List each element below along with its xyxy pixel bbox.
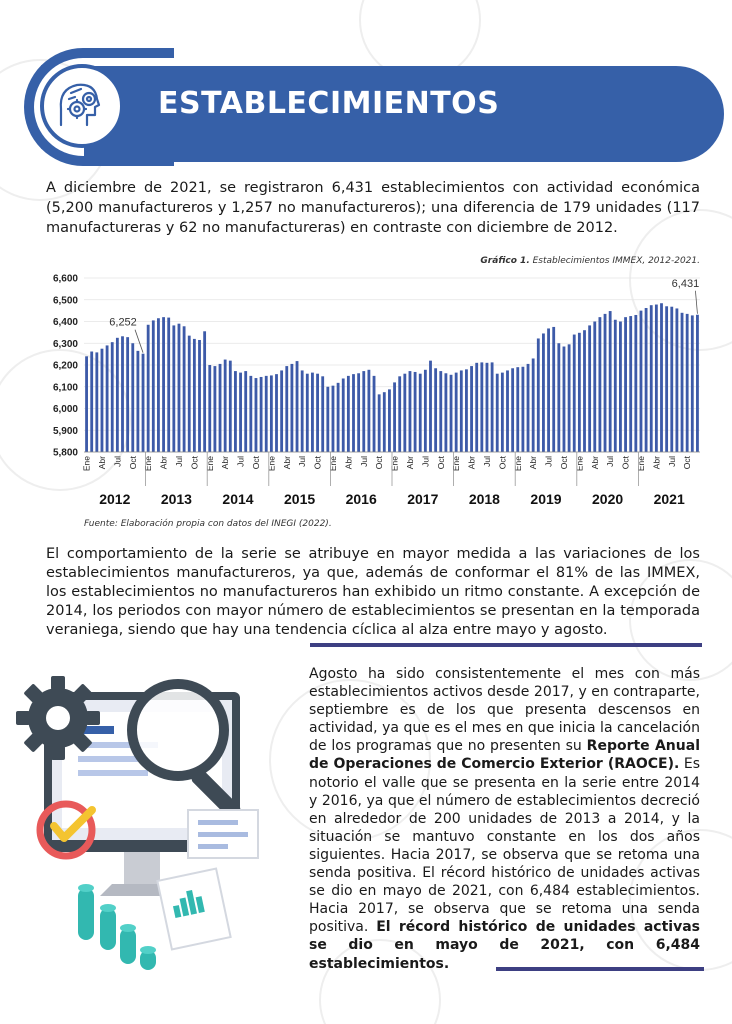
bar [670, 307, 673, 452]
bar [373, 376, 376, 452]
bar [486, 363, 489, 452]
bar [557, 343, 560, 452]
bar [126, 337, 129, 452]
bar [496, 374, 499, 452]
bar [475, 363, 478, 452]
page-header [24, 48, 704, 166]
bar [347, 376, 350, 452]
year-label: 2013 [160, 491, 192, 507]
bar [249, 376, 252, 452]
bar [491, 362, 494, 452]
analytics-illustration [0, 660, 300, 980]
bar [465, 369, 468, 452]
bar [321, 376, 324, 452]
bar [178, 324, 181, 452]
x-tick-label: Oct [127, 456, 138, 470]
x-tick-label: Ene [512, 456, 523, 472]
bar [290, 364, 293, 452]
x-tick-label: Abr [96, 456, 107, 470]
x-tick-label: Jul [666, 456, 677, 467]
y-tick-label: 6,200 [52, 360, 78, 372]
bar [634, 315, 637, 452]
data-label: 6,252 [109, 316, 137, 329]
bar [111, 342, 114, 452]
bar [588, 325, 591, 452]
bar [352, 374, 355, 452]
bar [147, 325, 150, 452]
bar [188, 336, 191, 452]
bar [332, 386, 335, 452]
bar [193, 339, 196, 452]
bar [229, 361, 232, 452]
bar [234, 371, 237, 452]
x-tick-label: Jul [420, 456, 431, 467]
bar [537, 338, 540, 452]
x-tick-label: Abr [220, 456, 231, 470]
bar [681, 313, 684, 452]
establishments-chart [30, 268, 710, 518]
x-tick-label: Jul [481, 456, 492, 467]
x-tick-label: Ene [389, 456, 400, 472]
chart-svg [30, 268, 710, 518]
y-tick-label: 6,600 [52, 273, 78, 285]
x-tick-label: Jul [297, 456, 308, 467]
bar [285, 366, 288, 452]
bar [686, 314, 689, 452]
x-tick-label: Jul [235, 456, 246, 467]
y-tick-label: 6,400 [52, 317, 78, 328]
bar [629, 316, 632, 452]
detail-part1: Agosto ha sido consistentemente el mes con más establecimientos activos desde 2017, y en contraparte, septiembre es de los que presenta descensos en actividad, ya que es el mes en que inicia la cancelación de los programas que no presenten su [309, 666, 700, 755]
bar [306, 374, 309, 452]
bar [573, 335, 576, 452]
bar [95, 352, 98, 452]
bar [532, 358, 535, 452]
bar [547, 328, 550, 452]
x-tick-label: Jul [543, 456, 554, 467]
analysis-paragraph: El comportamiento de la serie se atribuye en mayor medida a las variaciones de los establecimientos manufactureros, ya que, además de conformar el 81% de las IMMEX, los establecimientos no manufactureros han exhibido un ritmo constante. A excepción de 2014, los periodos con mayor número de establecimientos se presentan en la temporada veraniega, siendo que hay una tendencia cíclica al alza entre mayo y agosto. [46, 546, 700, 638]
x-tick-label: Jul [112, 456, 123, 467]
x-tick-label: Oct [435, 456, 446, 470]
data-label: 6,431 [671, 277, 700, 290]
chart-source: Fuente: Elaboración propia con datos del INEGI (2022). [84, 519, 332, 529]
x-tick-label: Oct [312, 456, 323, 470]
bar [439, 371, 442, 452]
bar [604, 314, 607, 452]
bar [655, 305, 658, 452]
bar [501, 373, 504, 452]
bar [172, 325, 175, 452]
x-tick-label: Abr [651, 456, 662, 470]
bar [624, 317, 627, 452]
x-tick-label: Ene [204, 456, 215, 472]
robot-head-gears-icon [51, 75, 113, 137]
y-tick-label: 6,500 [52, 295, 78, 307]
header-icon-circle [40, 64, 124, 148]
bar [444, 373, 447, 452]
bar [398, 376, 401, 452]
year-label: 2018 [468, 491, 500, 507]
x-tick-label: Oct [497, 456, 508, 470]
x-tick-label: Ene [143, 456, 154, 472]
bar [542, 333, 545, 452]
bar [455, 373, 458, 452]
bar [219, 364, 222, 452]
bar [275, 374, 278, 452]
bar [342, 378, 345, 452]
bar [419, 374, 422, 452]
chart-caption-text: Establecimientos IMMEX, 2012-2021. [529, 256, 700, 266]
bar [460, 370, 463, 452]
x-tick-label: Ene [635, 456, 646, 472]
bar [326, 387, 329, 452]
bar [552, 327, 555, 452]
x-tick-label: Abr [158, 456, 169, 470]
bar [280, 370, 283, 452]
bar [506, 370, 509, 452]
bar [224, 360, 227, 452]
detail-bold1: Reporte Anual de Operaciones de Comercio Exterior (RAOCE). [309, 738, 700, 773]
bar [337, 383, 340, 452]
y-tick-label: 5,800 [52, 447, 78, 459]
bar [157, 318, 160, 452]
detail-part2: Es notorio el valle que se presenta en la serie entre 2014 y 2016, ya que el número de establecimientos decreció en alrededor de 200 unidades de 2013 a 2014, y la situación se mantuvo constante en los dos años siguientes. Hacia 2017, se observa que se retoma una senda positiva. El récord histórico de unidades activas se dio en mayo de 2021, con 6,484 establecimientos. Hacia 2017, se observa que se retoma una senda positiva. [309, 756, 700, 936]
bar [593, 322, 596, 453]
x-tick-label: Oct [189, 456, 200, 470]
year-label: 2012 [99, 491, 131, 507]
annotation-leader [695, 291, 697, 314]
bar [162, 317, 165, 452]
x-tick-label: Abr [589, 456, 600, 470]
bar [101, 349, 104, 452]
x-tick-label: Oct [374, 456, 385, 470]
bar [198, 340, 201, 452]
divider-bottom [496, 967, 704, 971]
bar [106, 345, 109, 452]
bar [301, 370, 304, 452]
bar [383, 392, 386, 452]
year-label: 2015 [284, 491, 316, 507]
bar [85, 356, 88, 452]
bar [116, 338, 119, 452]
year-label: 2019 [530, 491, 562, 507]
bar [527, 364, 530, 452]
chart-caption [480, 256, 700, 266]
gear-icon [16, 676, 100, 760]
bar [424, 370, 427, 452]
bar [296, 361, 299, 452]
bar [136, 351, 139, 452]
bar [367, 370, 370, 452]
bar [660, 303, 663, 452]
x-tick-label: Ene [81, 456, 92, 472]
bar [578, 333, 581, 452]
bar [213, 366, 216, 452]
y-tick-label: 5,900 [52, 425, 78, 437]
bar [203, 331, 206, 452]
bar [470, 366, 473, 452]
bar [598, 317, 601, 452]
bar [270, 375, 273, 452]
bar [429, 361, 432, 452]
bar [142, 354, 145, 452]
x-tick-label: Oct [250, 456, 261, 470]
y-tick-label: 6,300 [52, 338, 78, 350]
x-tick-label: Jul [358, 456, 369, 467]
bar [183, 326, 186, 452]
bar-stack-icon [78, 884, 156, 970]
bar [619, 322, 622, 453]
year-label: 2014 [222, 491, 254, 507]
y-tick-label: 6,100 [52, 382, 78, 394]
x-tick-label: Oct [620, 456, 631, 470]
page-title: ESTABLECIMIENTOS [158, 86, 500, 121]
year-label: 2020 [592, 491, 624, 507]
x-tick-label: Oct [682, 456, 693, 470]
bar [480, 362, 483, 452]
bar [357, 373, 360, 452]
x-tick-label: Abr [281, 456, 292, 470]
x-tick-label: Oct [558, 456, 569, 470]
x-tick-label: Abr [404, 456, 415, 470]
x-tick-label: Abr [343, 456, 354, 470]
bar [311, 373, 314, 452]
bar [409, 371, 412, 452]
x-tick-label: Ene [266, 456, 277, 472]
bar [167, 318, 170, 452]
x-tick-label: Jul [605, 456, 616, 467]
bar [640, 311, 643, 452]
bar [691, 315, 694, 452]
bar [675, 308, 678, 452]
year-label: 2017 [407, 491, 439, 507]
bar [696, 315, 699, 452]
annotation-leader [135, 330, 143, 353]
divider-top [310, 643, 702, 647]
x-tick-label: Abr [528, 455, 539, 470]
x-tick-label: Ene [451, 456, 462, 472]
bar [645, 308, 648, 452]
bar [609, 311, 612, 452]
bar [583, 330, 586, 452]
bar [90, 352, 93, 452]
bar [563, 347, 566, 452]
bar [650, 305, 653, 452]
bar [403, 374, 406, 452]
bar [260, 377, 263, 452]
intro-paragraph: A diciembre de 2021, se registraron 6,431 establecimientos con actividad económica (5,200 manufactureros y 1,257 no manufactureros); una diferencia de 179 unidades (117 manufactureras y 62 no manufactureras) en contraste con diciembre de 2012. [46, 180, 700, 236]
bar [208, 365, 211, 452]
chart-caption-label: Gráfico 1. [480, 256, 530, 266]
year-label: 2021 [653, 491, 685, 507]
bar [450, 375, 453, 452]
bar [511, 368, 514, 452]
detail-paragraph [309, 665, 700, 973]
bar [121, 336, 124, 452]
bar [265, 376, 268, 452]
bar [414, 372, 417, 452]
bar [152, 320, 155, 452]
bar [255, 378, 258, 452]
bar [393, 382, 396, 452]
bar [239, 373, 242, 452]
bar [244, 371, 247, 452]
year-label: 2016 [345, 491, 377, 507]
bar [521, 367, 524, 452]
x-tick-label: Jul [173, 456, 184, 467]
x-tick-label: Ene [327, 456, 338, 472]
bar [378, 394, 381, 452]
y-tick-label: 6,000 [52, 404, 78, 415]
bar [362, 371, 365, 452]
bar [614, 320, 617, 452]
bar [388, 389, 391, 452]
detail-bold2: El récord histórico de unidades activas se dio en mayo de 2021, con 6,484 establecimientos. [309, 919, 701, 972]
bar [568, 344, 571, 452]
x-tick-label: Abr [466, 456, 477, 470]
bar [665, 306, 668, 452]
x-tick-label: Ene [574, 456, 585, 472]
bar [131, 343, 134, 452]
bar [316, 374, 319, 452]
bar [434, 368, 437, 452]
bar [516, 367, 519, 452]
